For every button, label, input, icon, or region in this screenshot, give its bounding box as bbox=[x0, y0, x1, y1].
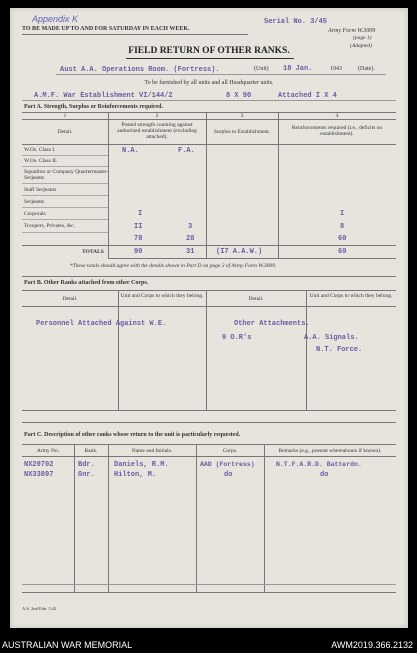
col-number-1: 1 bbox=[63, 113, 67, 119]
row-label-wo2: W.Os. Class II. bbox=[24, 158, 58, 164]
part-b-header-detail-1: Detail. bbox=[62, 296, 78, 302]
row-label-corporals: Corporals bbox=[24, 211, 46, 217]
part-c-header-army-no: Army No. bbox=[36, 448, 60, 454]
row-reinf-troopers: 60 bbox=[338, 235, 347, 243]
part-b-other-ranks-count: 9 O.R's bbox=[222, 334, 252, 342]
handwritten-note: Appendix K bbox=[32, 14, 79, 24]
army-form-number: Army Form W.3009 bbox=[328, 28, 376, 34]
furnished-note: To be furnished by all units and all Headquarter units. bbox=[144, 80, 274, 86]
part-c-row2-army-no: NX33897 bbox=[24, 471, 54, 479]
totals-posted: 90 bbox=[134, 248, 143, 256]
row-posted-serjeants: I bbox=[138, 210, 143, 218]
part-b-header-unit-1: Unit and Corps to which they belong. bbox=[120, 293, 204, 299]
attached-strength: Attached I X 4 bbox=[278, 92, 337, 100]
part-b-aa-signals: A.A. Signals. bbox=[304, 334, 359, 342]
footer-institution: AUSTRALIAN WAR MEMORIAL bbox=[2, 640, 133, 650]
part-c-row1-corps: AAD (Fortress) bbox=[200, 461, 255, 468]
form-title: FIELD RETURN OF OTHER RANKS. bbox=[128, 46, 290, 56]
part-c-row2-remarks: do bbox=[320, 471, 329, 479]
row-label-troopers: Troopers, Privates, &c. bbox=[24, 223, 75, 229]
print-code: A.S. 2nd Edn. 5.42 bbox=[22, 606, 57, 611]
part-c-row1-army-no: NX29702 bbox=[24, 461, 54, 469]
part-c-row2-name: Hilton, M. bbox=[114, 471, 157, 479]
date-label: (Date). bbox=[358, 66, 375, 72]
part-c-title: Part C. Description of other ranks whose return to the unit is particularly requested. bbox=[24, 432, 241, 438]
part-c-header-name: Name and Initials. bbox=[131, 448, 173, 454]
header-surplus: Surplus to Establishment. bbox=[213, 129, 271, 135]
row-label-wo1: W.Os. Class I. bbox=[24, 147, 56, 153]
col-number-3: 3 bbox=[240, 113, 244, 119]
year: 1943 bbox=[330, 66, 342, 72]
col-number-2: 2 bbox=[155, 113, 159, 119]
page-number: (page 1) bbox=[353, 35, 372, 41]
totals-reinforcements: 69 bbox=[338, 248, 347, 256]
totals-surplus: 31 bbox=[186, 248, 195, 256]
part-b-title: Part B. Other Ranks attached from other Corps. bbox=[24, 280, 149, 286]
part-c-row1-name: Daniels, R.M. bbox=[114, 461, 169, 469]
part-b-header-unit-2: Unit and Corps to which they belong. bbox=[309, 293, 393, 299]
row-label-staff-serjeants: Staff Serjeants bbox=[24, 187, 57, 193]
war-establishment: A.M.F. War Establishment VI/144/2 bbox=[34, 92, 173, 100]
row-surplus-wo1: F.A. bbox=[178, 147, 195, 155]
part-b-attached-against-we: Personnel Attached Against W.E. bbox=[36, 320, 167, 328]
col-number-4: 4 bbox=[335, 113, 339, 119]
part-b-nt-force: N.T. Force. bbox=[316, 346, 363, 354]
part-c-row1-remarks: N.T.F.A.R.D. Batterdn. bbox=[276, 461, 362, 468]
header-reinforcements: Reinforcements required (i.e., deficits on establishment). bbox=[291, 125, 383, 137]
totals-establishment: (I7 A.A.W.) bbox=[216, 248, 263, 256]
row-surplus-troopers: 28 bbox=[186, 235, 195, 243]
part-c-header-corps: Corps. bbox=[222, 448, 238, 454]
row-label-cqms: Squadron or Company Quartermaster-Serjeants bbox=[24, 169, 109, 181]
top-instruction: TO BE MADE UP TO AND FOR SATURDAY IN EACH WEEK. bbox=[22, 26, 190, 32]
part-c-row1-rank: Bdr. bbox=[78, 461, 95, 469]
row-label-serjeants: Serjeants bbox=[24, 199, 45, 205]
totals-label: TOTALS bbox=[82, 249, 104, 255]
row-reinf-corporals: 8 bbox=[340, 223, 345, 231]
part-a-title: Part A. Strength, Surplus or Reinforcements required. bbox=[24, 104, 163, 110]
part-c-header-rank: Rank. bbox=[84, 448, 98, 454]
part-c-row2-corps: do bbox=[224, 471, 233, 479]
header-detail: Detail. bbox=[57, 129, 73, 135]
footer-accession-number: AWM2019.366.2132 bbox=[331, 640, 413, 650]
serial-number: Serial No. 3/45 bbox=[264, 18, 328, 26]
unit-name: Aust A.A. Operations Room. (Fortress). bbox=[60, 66, 220, 74]
part-c-row2-rank: Gnr. bbox=[78, 471, 95, 479]
row-posted-corporals: II bbox=[134, 223, 143, 231]
unit-label: (Unit) bbox=[254, 66, 269, 72]
part-a-footnote: *These totals should agree with the details shown in Part D on page 2 of Army Form W.3009. bbox=[70, 263, 277, 269]
form-page bbox=[10, 8, 408, 628]
row-surplus-corporals: 3 bbox=[188, 223, 193, 231]
return-date: 18 Jan. bbox=[283, 65, 313, 73]
establishment-strength: 8 X 90 bbox=[226, 92, 252, 100]
row-reinf-serjeants: I bbox=[340, 210, 345, 218]
header-posted: Posted strength counting against authorized establishment (excluding attached). bbox=[117, 122, 197, 140]
part-b-other-attachments: Other Attachments. bbox=[234, 320, 310, 328]
row-posted-troopers: 78 bbox=[134, 235, 143, 243]
part-b-header-detail-2: Detail. bbox=[248, 296, 264, 302]
adapted-note: (Adapted) bbox=[350, 43, 372, 49]
row-posted-wo1: N.A. bbox=[122, 147, 139, 155]
part-c-header-remarks: Remarks (e.g., present whereabouts if known). bbox=[278, 448, 382, 454]
